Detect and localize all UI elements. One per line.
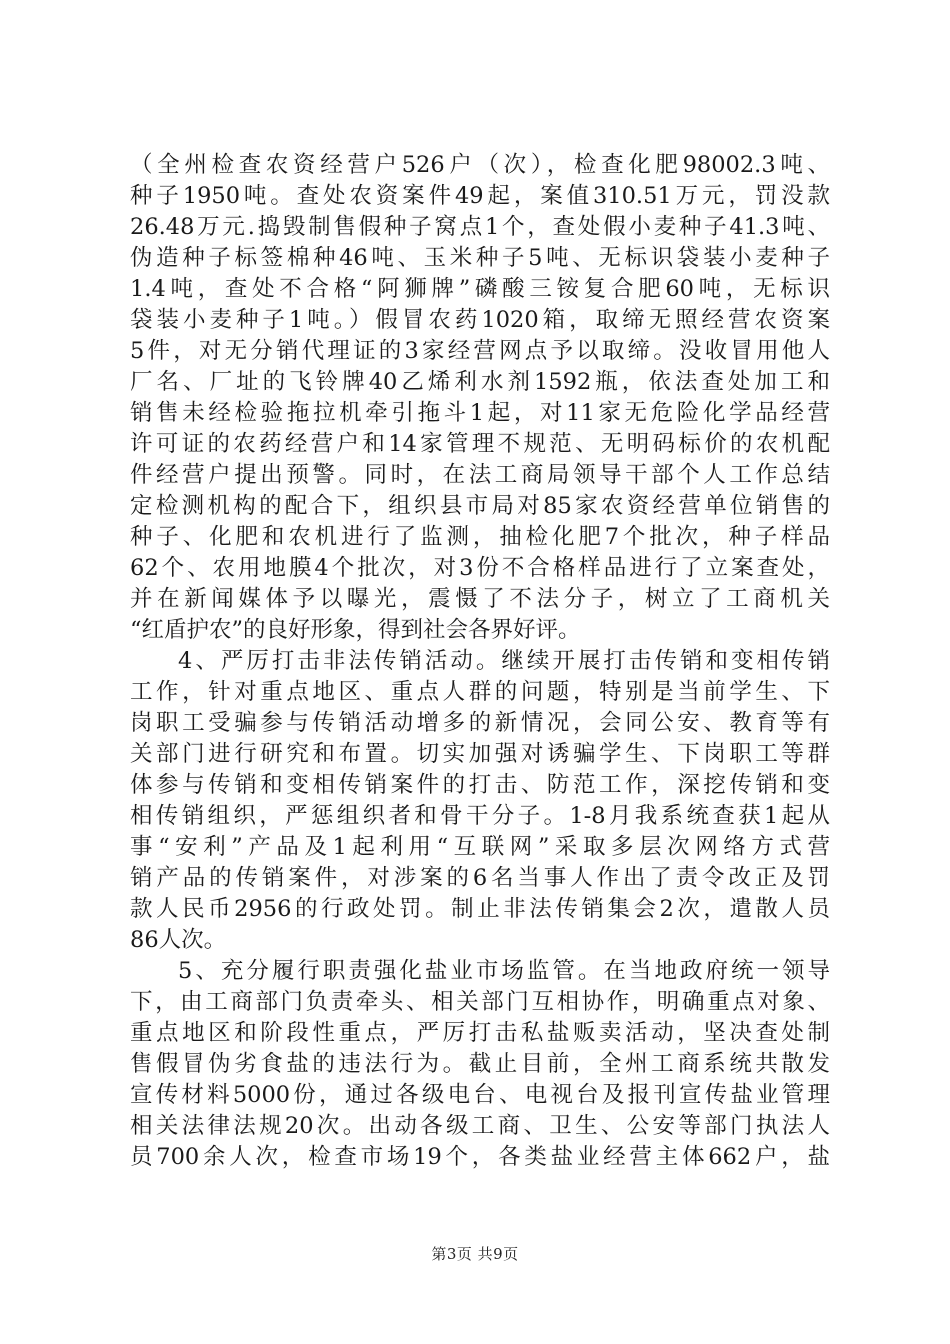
text-line: 种子1950吨。查处农资案件49起，案值310.51万元，罚没款 bbox=[130, 183, 830, 209]
text-line: 售假冒伪劣食盐的违法行为。截止目前，全州工商系统共散发 bbox=[130, 1051, 830, 1077]
text-line: 销产品的传销案件，对涉案的6名当事人作出了责令改正及罚 bbox=[130, 865, 830, 891]
text-line: 体参与传销和变相传销案件的打击、防范工作，深挖传销和变 bbox=[130, 772, 830, 798]
text-line: 相传销组织，严惩组织者和骨干分子。1-8月我系统查获1起从 bbox=[130, 803, 830, 829]
text-line: 岗职工受骗参与传销活动增多的新情况，会同公安、教育等有 bbox=[130, 710, 830, 736]
text-line: 袋装小麦种子1吨。）假冒农药1020箱，取缔无照经营农资案 bbox=[130, 307, 830, 333]
text-line: 1.4吨，查处不合格“阿狮牌”磷酸三铵复合肥60吨，无标识 bbox=[130, 276, 830, 302]
text-line: 员700余人次，检查市场19个，各类盐业经营主体662户，盐 bbox=[130, 1144, 830, 1170]
text-line: 件经营户提出预警。同时，在法工商局领导干部个人工作总结 bbox=[130, 462, 830, 488]
text-line: 定检测机构的配合下，组织县市局对85家农资经营单位销售的 bbox=[130, 493, 830, 519]
text-line: 工作，针对重点地区、重点人群的问题，特别是当前学生、下 bbox=[130, 679, 830, 705]
text-line: 许可证的农药经营户和14家管理不规范、无明码标价的农机配 bbox=[130, 431, 830, 457]
text-line: 62个、农用地膜4个批次，对3份不合格样品进行了立案查处， bbox=[130, 555, 830, 581]
text-line: 并在新闻媒体予以曝光，震慑了不法分子，树立了工商机关 bbox=[130, 586, 830, 612]
text-line: 关部门进行研究和布置。切实加强对诱骗学生、下岗职工等群 bbox=[130, 741, 830, 767]
text-line: 厂名、厂址的飞铃牌40乙烯利水剂1592瓶，依法查处加工和 bbox=[130, 369, 830, 395]
text-line: 事“安利”产品及1起利用“互联网”采取多层次网络方式营 bbox=[130, 834, 830, 860]
text-line: （全州检查农资经营户526户（次），检查化肥98002.3吨、 bbox=[130, 152, 830, 178]
text-line: 种子、化肥和农机进行了监测，抽检化肥7个批次，种子样品 bbox=[130, 524, 830, 550]
text-line: 重点地区和阶段性重点，严厉打击私盐贩卖活动，坚决查处制 bbox=[130, 1020, 830, 1046]
text-line: “红盾护农”的良好形象，得到社会各界好评。 bbox=[130, 617, 581, 643]
text-line: 宣传材料5000份，通过各级电台、电视台及报刊宣传盐业管理 bbox=[130, 1082, 830, 1108]
text-line: 相关法律法规20次。出动各级工商、卫生、公安等部门执法人 bbox=[130, 1113, 830, 1139]
text-line: 86人次。 bbox=[130, 927, 227, 953]
text-line: 4、严厉打击非法传销活动。继续开展打击传销和变相传销 bbox=[178, 648, 830, 674]
text-line: 下，由工商部门负责牵头、相关部门互相协作，明确重点对象、 bbox=[130, 989, 830, 1015]
text-line: 5件，对无分销代理证的3家经营网点予以取缔。没收冒用他人 bbox=[130, 338, 830, 364]
text-line: 伪造种子标签棉种46吨、玉米种子5吨、无标识袋装小麦种子 bbox=[130, 245, 830, 271]
text-line: 26.48万元.捣毁制售假种子窝点1个，查处假小麦种子41.3吨、 bbox=[130, 214, 830, 240]
text-line: 款人民币2956的行政处罚。制止非法传销集会2次，遣散人员 bbox=[130, 896, 830, 922]
text-line: 销售未经检验拖拉机牵引拖斗1起，对11家无危险化学品经营 bbox=[130, 400, 830, 426]
page-footer: 第3页 共9页 bbox=[431, 1245, 519, 1263]
text-line: 5、充分履行职责强化盐业市场监管。在当地政府统一领导 bbox=[178, 958, 830, 984]
body-text bbox=[130, 150, 830, 1173]
